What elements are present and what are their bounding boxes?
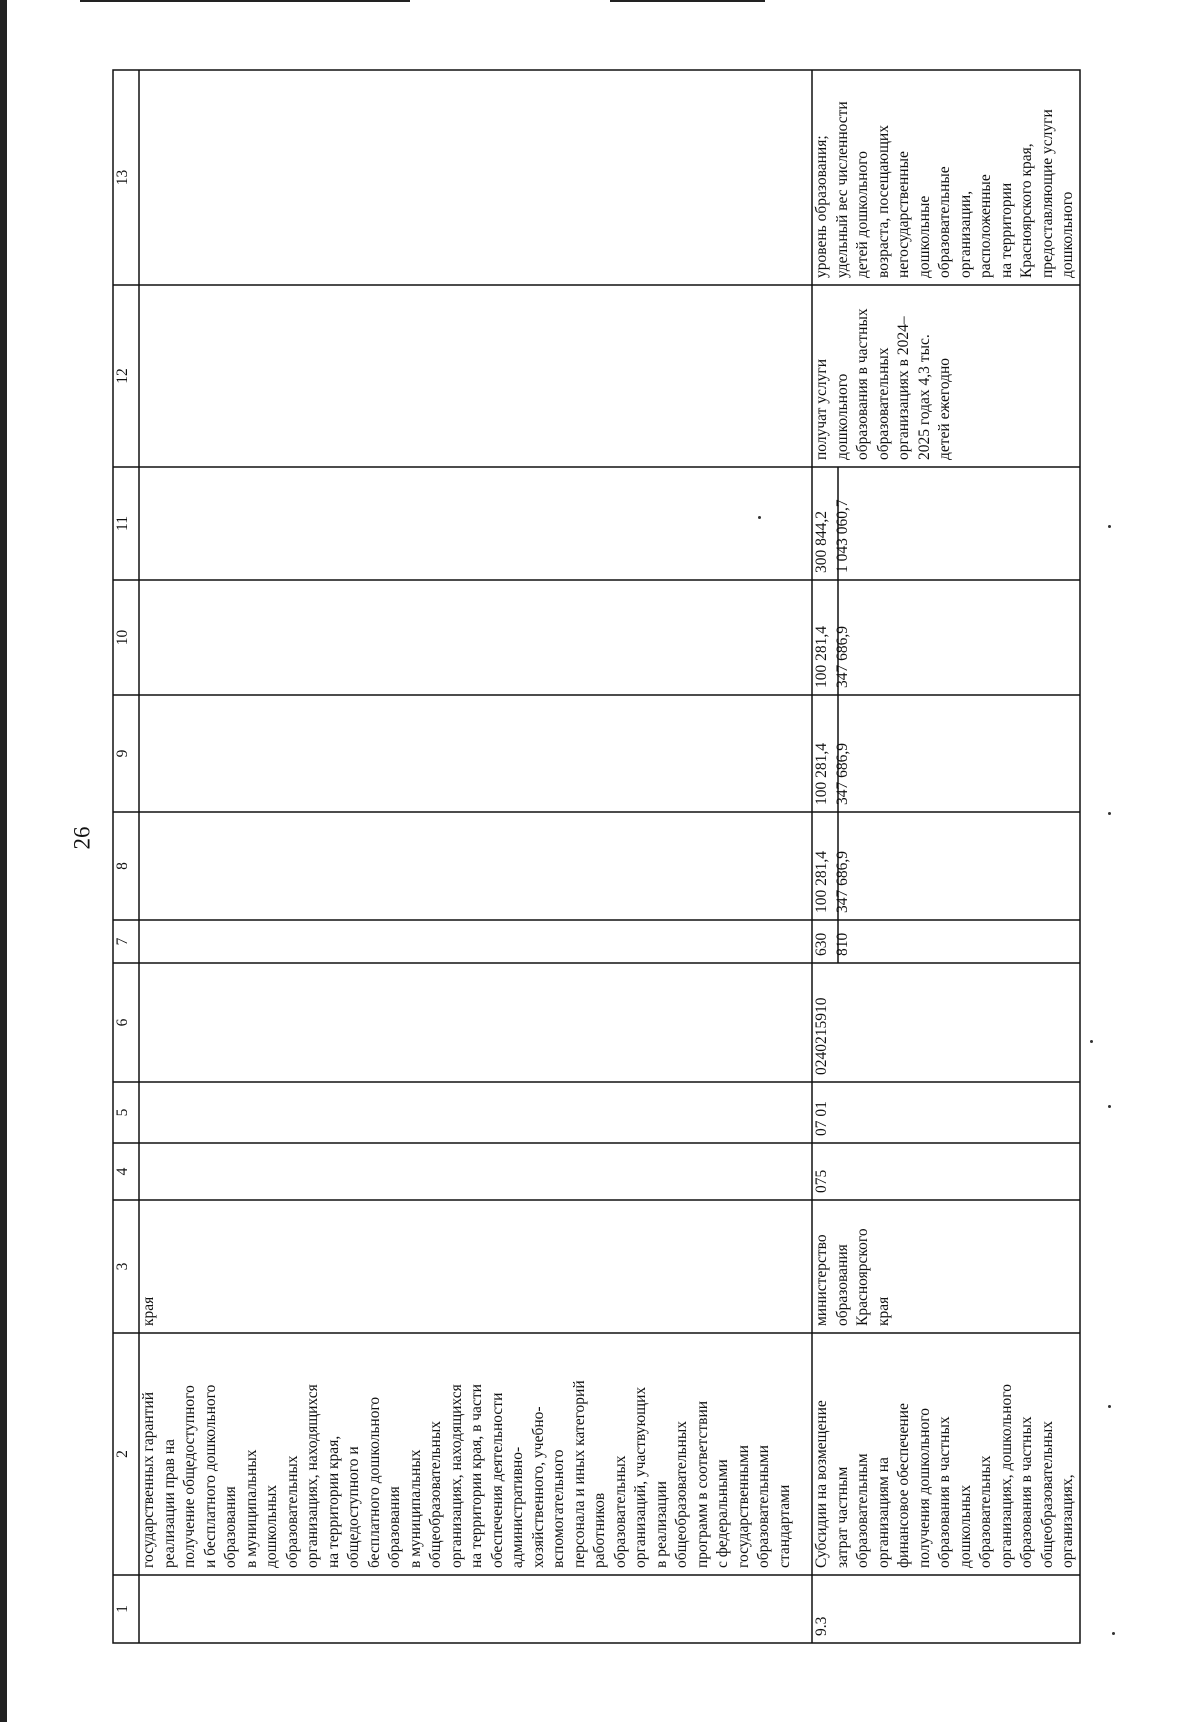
header-cell-11: 11 [114, 516, 131, 531]
scan-speck [1108, 812, 1111, 815]
continuation-row-col2: государственных гарантий реализации прав на получение общедоступного и бесплатного дошкольного образования в муниципальных дошкольных образовательных организациях, находящихся на территории края, общедоступного и бесплатного дошкольного образования в муниципальных общеобразовательных организациях, находящихся на территории края, в части обеспечения деятельности административно- хозяйственного, учебно- вспомогательного персонала и иных категорий работников образовательных организаций, участвующих в реализации общеобразовательных программ в соответствии с федеральными государственными образовательными стандартами [140, 1380, 793, 1568]
row-9-3-col5: 07 01 [813, 1101, 830, 1136]
continuation-row-col3: края [140, 1296, 157, 1326]
scan-speck [1108, 1405, 1111, 1408]
header-cell-8: 8 [114, 862, 131, 870]
header-cell-13: 13 [114, 169, 131, 186]
row-9-3-col12: получат услуги дошкольного образования в частных образовательных организациях в 2024– 2025 годах 4,3 тыс. детей ежегодно [813, 308, 953, 460]
row-9-3-col8: 100 281,4 347 686,9 [813, 851, 851, 913]
scan-speck [1112, 1632, 1115, 1635]
header-cell-7: 7 [114, 937, 131, 946]
row-9-3-col11: 300 844,2 1 043 060,7 [813, 499, 851, 573]
scan-speck [1108, 1105, 1111, 1108]
header-cell-5: 5 [114, 1108, 131, 1117]
row-9-3-col6: 0240215910 [813, 997, 830, 1075]
scan-speck [758, 516, 761, 519]
header-cell-12: 12 [114, 368, 131, 384]
row-9-3-col9: 100 281,4 347 686,9 [813, 743, 851, 805]
header-cell-1: 1 [114, 1605, 131, 1613]
row-9-3-col2: Субсидии на возмещение затрат частным образовательным организациям на финансовое обеспечение получения дошкольного образования в частных дошкольных образовательных организациях, дошкольного образования в частных общеобразовательных организациях, [813, 1384, 1076, 1568]
row-9-3-col7: 630 810 [813, 932, 851, 956]
header-cell-10: 10 [114, 629, 131, 646]
header-cell-4: 4 [114, 1167, 131, 1176]
page-number: 26 [69, 826, 94, 850]
header-cell-3: 3 [114, 1262, 131, 1271]
header-cell-9: 9 [114, 749, 131, 758]
header-cell-6: 6 [114, 1018, 131, 1027]
row-9-3-col13: уровень образования; удельный вес численности детей дошкольного возраста, посещающих негосударственные дошкольные образовательные организации, расположенные на территории Красноярского края, предоставляющие услуги дошкольного [813, 101, 1076, 278]
scan-speck [1108, 525, 1111, 528]
scan-speck [1090, 1040, 1093, 1043]
header-cell-2: 2 [114, 1450, 131, 1458]
row-9-3-col10: 100 281,4 347 686,9 [813, 626, 851, 688]
row-9-3-number: 9.3 [813, 1616, 830, 1636]
row-9-3-col4: 075 [813, 1169, 830, 1193]
row-9-3-col3: министерство образования Красноярского края [813, 1228, 892, 1326]
